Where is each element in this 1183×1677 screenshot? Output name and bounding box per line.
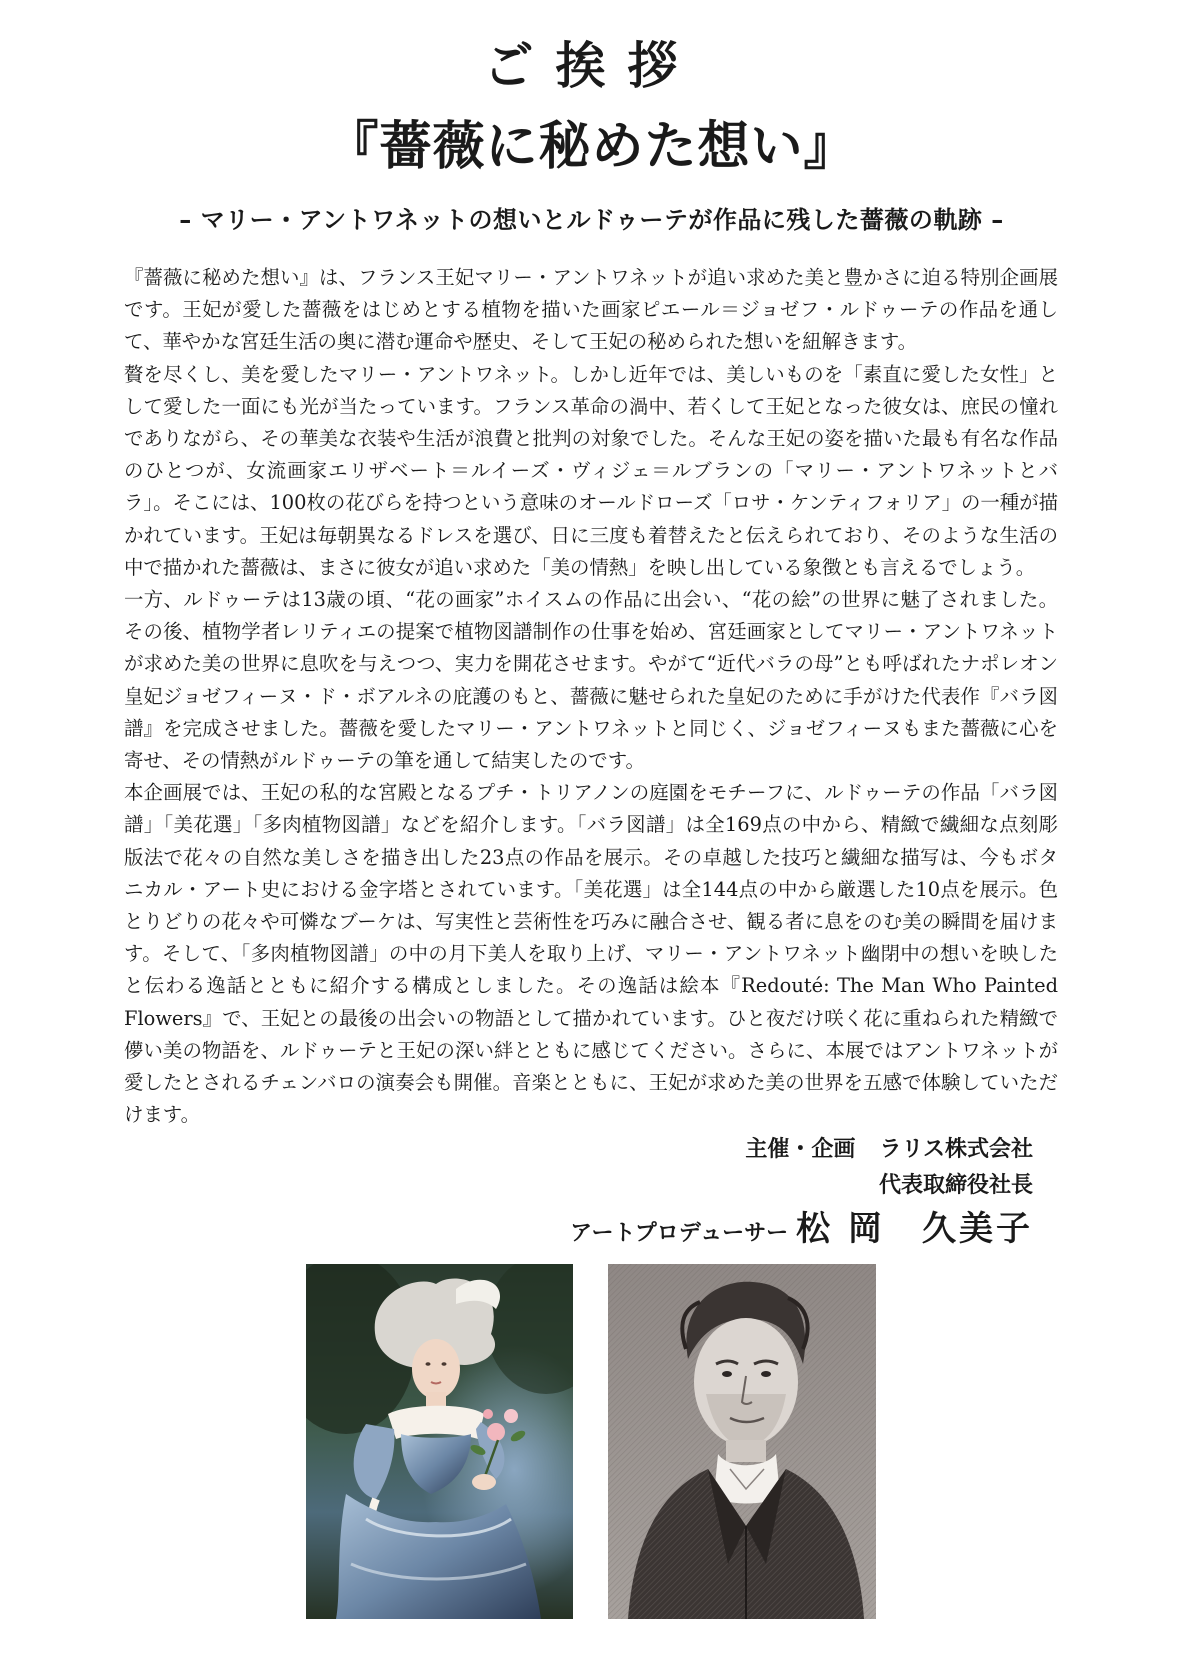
signature-role: アートプロデューサー: [570, 1221, 789, 1246]
body-paragraph: 一方、ルドゥーテは13歳の頃、“花の画家”ホイスムの作品に出会い、“花の絵”の世界に魅了されました。その後、植物学者レリティエの提案で植物図譜制作の仕事を始め、宮廷画家としてマリー・アントワネットが求めた美の世界に息吹を与えつつ、実力を開花させます。やがて“近代バラの母”とも呼ばれたナポレオン皇妃ジョゼフィーヌ・ド・ボアルネの庇護のもと、薔薇に魅せられた皇妃のために手がけた代表作『バラ図譜』を完成させました。薔薇を愛したマリー・アントワネットと同じく、ジョゼフィーヌもまた薔薇に心を寄せ、その情熱がルドゥーテの筆を通して結実したのです。: [124, 588, 1058, 773]
signature-name: 松 岡 久美子: [796, 1209, 1033, 1249]
redoute-portrait-image: [608, 1264, 876, 1619]
signature-organizer-line: [570, 1132, 1033, 1168]
redoute-portrait-illustration: [608, 1264, 876, 1619]
marie-antoinette-portrait-image: [306, 1264, 573, 1619]
signature-position: 代表取締役社長: [878, 1173, 1033, 1198]
signature-name-line: [570, 1206, 1033, 1258]
body-paragraph: 『薔薇に秘めた想い』は、フランス王妃マリー・アントワネットが追い求めた美と豊かさに迫る特別企画展です。王妃が愛した薔薇をはじめとする植物を描いた画家ピエール＝ジョゼフ・ルドゥーテの作品を通して、華やかな宮廷生活の奥に潜む運命や歴史、そして王妃の秘められた想いを紐解きます。: [124, 266, 1058, 354]
body-paragraph: 本企画展では、王妃の私的な宮殿となるプチ・トリアノンの庭園をモチーフに、ルドゥーテの作品「バラ図譜」「美花選」「多肉植物図譜」などを紹介します。「バラ図譜」は全169点の中から、精緻で繊細な点刻彫版法で花々の自然な美しさを描き出した23点の作品を展示。その卓越した技巧と繊細な描写は、今もボタニカル・アート史における金字塔とされています。「美花選」は全144点の中から厳選した10点を展示。色とりどりの花々や可憐なブーケは、写実性と芸術性を巧みに融合させ、観る者に息をのむ美の瞬間を届けます。そして、「多肉植物図譜」の中の月下美人を取り上げ、マリー・アントワネット幽閉中の想いを映したと伝わる逸話とともに紹介する構成としました。その逸話は絵本『Redouté: The Man Who Painted Flowers』で、王妃との最後の出会いの物語として描かれています。ひと夜だけ咲く花に重ねられた精緻で儚い美の物語を、ルドゥーテと王妃の深い絆とともに感じてください。さらに、本展ではアントワネットが愛したとされるチェンバロの演奏会も開催。音楽とともに、王妃が求めた美の世界を五感で体験していただけます。: [124, 781, 1058, 1127]
signature-block: [570, 1132, 1033, 1258]
greeting-body: [124, 262, 1058, 1131]
marie-antoinette-portrait-illustration: [306, 1264, 573, 1619]
company-name: ラリス株式会社: [879, 1137, 1033, 1162]
page-heading-greeting: ご挨拶: [483, 36, 700, 95]
organizer-label: 主催・企画: [745, 1137, 856, 1162]
exhibition-title: 『薔薇に秘めた想い』: [326, 116, 857, 177]
body-paragraph: 贅を尽くし、美を愛したマリー・アントワネット。しかし近年では、美しいものを「素直に愛した女性」として愛した一面にも光が当たっています。フランス革命の渦中、若くして王妃となった彼女は、庶民の憧れでありながら、その華美な衣装や生活が浪費と批判の対象でした。そんな王妃の姿を描いた最も有名な作品のひとつが、女流画家エリザベート＝ルイーズ・ヴィジェ＝ルブランの「マリー・アントワネットとバラ」。そこには、100枚の花びらを持つという意味のオールドローズ「ロサ・ケンティフォリア」の一種が描かれています。王妃は毎朝異なるドレスを選び、日に三度も着替えたと伝えられており、そのような生活の中で描かれた薔薇は、まさに彼女が追い求めた「美の情熱」を映し出している象徴とも言えるでしょう。: [124, 362, 1058, 579]
exhibition-subtitle: – マリー・アントワネットの想いとルドゥーテが作品に残した薔薇の軌跡 –: [179, 206, 1004, 234]
